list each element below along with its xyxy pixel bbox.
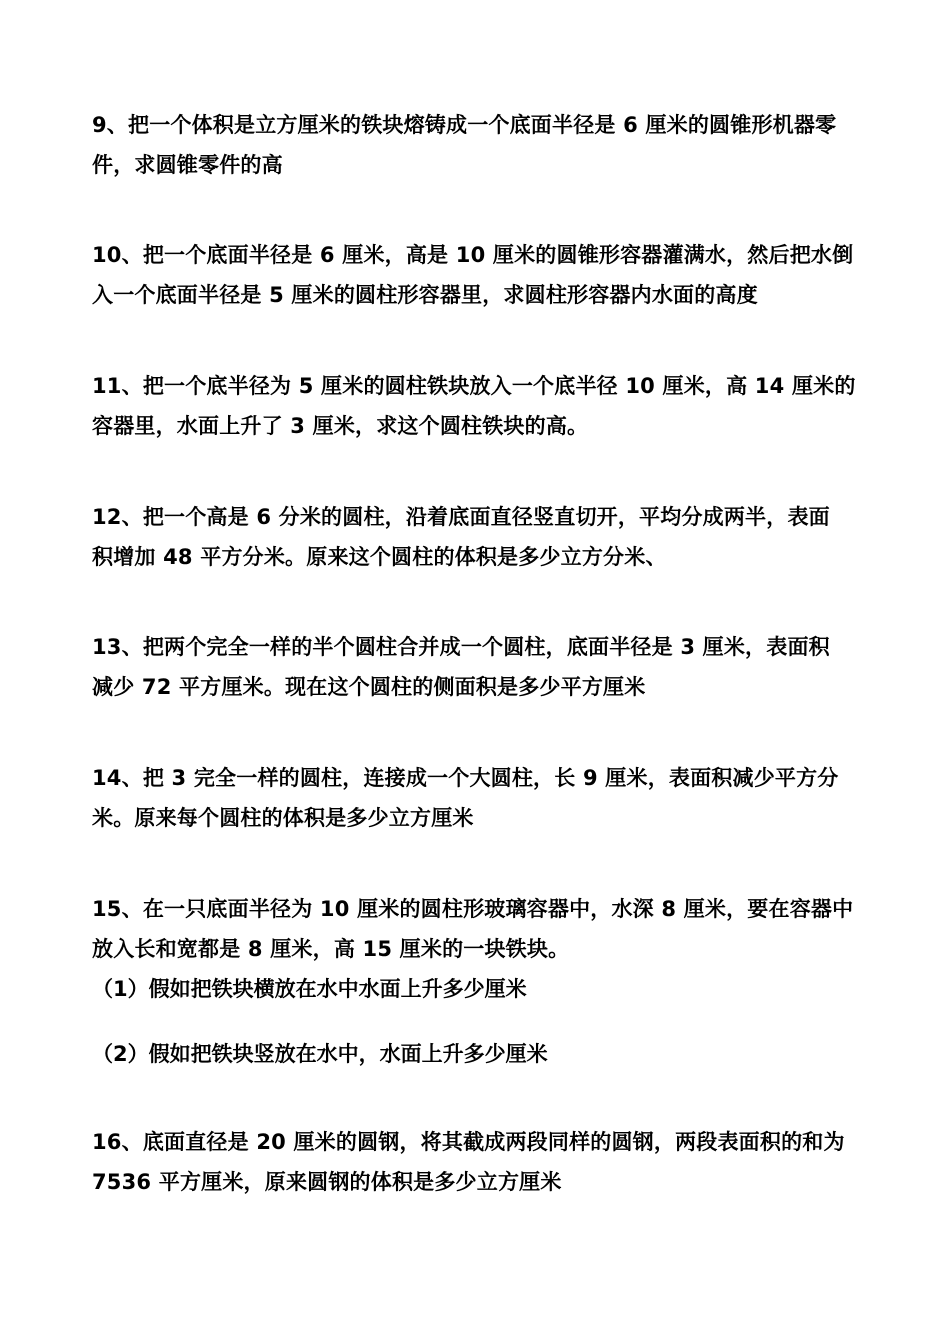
problem-9-line-1: 9、把一个体积是立方厘米的铁块熔铸成一个底面半径是 6 厘米的圆锥形机器零 bbox=[92, 113, 837, 137]
problem-11-line-1: 11、把一个底半径为 5 厘米的圆柱铁块放入一个底半径 10 厘米，高 14 厘米的 bbox=[92, 374, 856, 398]
problem-14 bbox=[92, 758, 872, 838]
problem-15-subquestion-2: （2）假如把铁块竖放在水中，水面上升多少厘米 bbox=[92, 1042, 548, 1066]
problem-10-line-1: 10、把一个底面半径是 6 厘米，高是 10 厘米的圆锥形容器灌满水，然后把水倒 bbox=[92, 243, 854, 267]
problem-12 bbox=[92, 497, 872, 577]
problem-12-line-2: 积增加 48 平方分米。原来这个圆柱的体积是多少立方分米、 bbox=[92, 545, 667, 569]
problem-10-line-2: 入一个底面半径是 5 厘米的圆柱形容器里，求圆柱形容器内水面的高度 bbox=[92, 283, 758, 307]
problem-11 bbox=[92, 366, 872, 446]
problem-13-line-2: 减少 72 平方厘米。现在这个圆柱的侧面积是多少平方厘米 bbox=[92, 675, 646, 699]
problem-14-line-1: 14、把 3 完全一样的圆柱，连接成一个大圆柱，长 9 厘米，表面积减少平方分 bbox=[92, 766, 839, 790]
problem-9-line-2: 件，求圆锥零件的高 bbox=[92, 153, 283, 177]
problem-13-line-1: 13、把两个完全一样的半个圆柱合并成一个圆柱，底面半径是 3 厘米，表面积 bbox=[92, 635, 830, 659]
problem-14-line-2: 米。原来每个圆柱的体积是多少立方厘米 bbox=[92, 806, 474, 830]
problem-15-subquestion-1: （1）假如把铁块横放在水中水面上升多少厘米 bbox=[92, 977, 527, 1001]
problem-11-line-2: 容器里，水面上升了 3 厘米，求这个圆柱铁块的高。 bbox=[92, 414, 589, 438]
problem-16 bbox=[92, 1122, 872, 1202]
problem-16-line-2: 7536 平方厘米，原来圆钢的体积是多少立方厘米 bbox=[92, 1170, 562, 1194]
problem-9 bbox=[92, 105, 872, 185]
problem-12-line-1: 12、把一个高是 6 分米的圆柱，沿着底面直径竖直切开，平均分成两半，表面 bbox=[92, 505, 830, 529]
problem-15-line-2: 放入长和宽都是 8 厘米，高 15 厘米的一块铁块。 bbox=[92, 937, 570, 961]
problem-15-line-1: 15、在一只底面半径为 10 厘米的圆柱形玻璃容器中，水深 8 厘米，要在容器中 bbox=[92, 897, 854, 921]
problem-16-line-1: 16、底面直径是 20 厘米的圆钢，将其截成两段同样的圆钢，两段表面积的和为 bbox=[92, 1130, 845, 1154]
problem-13 bbox=[92, 627, 872, 707]
problem-15 bbox=[92, 889, 872, 969]
problem-10 bbox=[92, 235, 872, 315]
